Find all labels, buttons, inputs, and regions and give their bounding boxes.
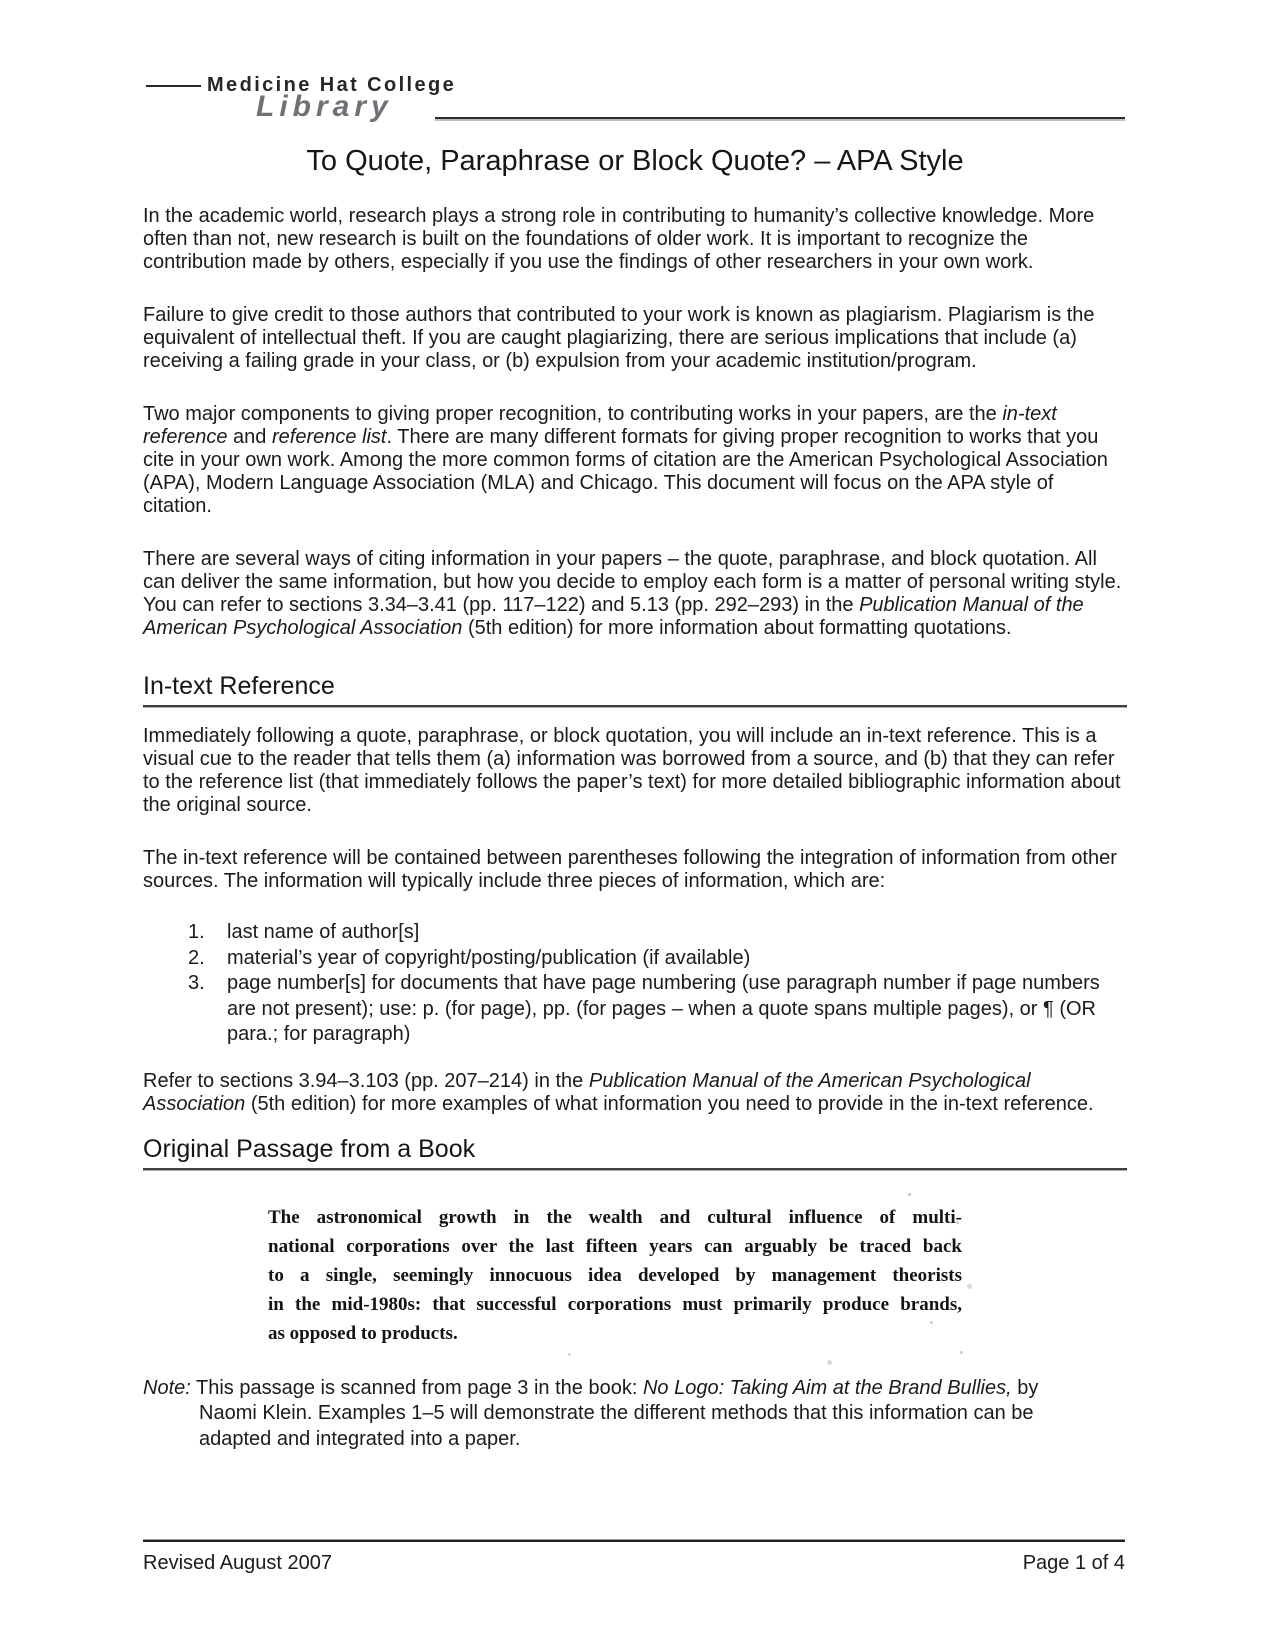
list-item-text [227, 972, 1100, 1045]
section [143, 673, 1127, 708]
paragraph [143, 548, 1127, 640]
text-run: Naomi Klein. Examples 1–5 will demonstrate the different methods that this information can be [199, 1402, 1034, 1424]
text-run: This passage is scanned from page 3 in the book: [190, 1376, 643, 1399]
section-heading-rule [143, 705, 1127, 708]
text-run: by [1011, 1376, 1039, 1399]
paragraph [143, 847, 1127, 893]
text-run: Two major components to giving proper recognition, to contributing works in your papers, are the [143, 403, 1003, 425]
logo-right-rule [435, 117, 1125, 119]
scan-line: to a single, seemingly innocuous idea developed by management theorists [268, 1264, 962, 1286]
numbered-list [143, 920, 1127, 1048]
italic-text-run: No Logo: Taking Aim at the Brand Bullies, [642, 1376, 1012, 1399]
section [143, 1136, 1127, 1171]
text-run: The in-text reference will be contained between parentheses following the integration of information from other sources. The information will typically include three pieces of information, which are: [143, 847, 1117, 892]
scan-line: as opposed to products. [268, 1322, 458, 1344]
list-item [143, 920, 1127, 946]
list-item-number: 3. [188, 972, 205, 994]
scan-noise [908, 1193, 911, 1196]
page-title: To Quote, Paraphrase or Block Quote? – APA Style [306, 145, 964, 177]
paragraph [143, 304, 1127, 373]
text-run: (5th edition) for more information about formatting quotations. [462, 617, 1012, 639]
italic-text-run: reference list [271, 426, 387, 448]
list-item-text [227, 921, 419, 943]
text-run: page number[s] for documents that have page numbering (use paragraph number if page numbers are not present); use: p. (for page), pp. (for pages – when a quote spans multiple pages), or ¶ (OR para.; for paragraph) [227, 972, 1100, 1045]
section-heading: Original Passage from a Book [143, 1134, 476, 1163]
paragraph [143, 1070, 1127, 1116]
scan-line: in the mid-1980s: that successful corporations must primarily produce brands, [268, 1293, 962, 1315]
text-run: Failure to give credit to those authors that contributed to your work is known as plagiarism. Plagiarism is the equivalent of intellectual theft. If you are caught plagiarizing, there are serious implications that include (a) receiving a failing grade in your class, or (b) expulsion from your academic institution/program. [143, 304, 1095, 372]
page-footer [143, 1539, 1125, 1575]
footer-page-number: Page 1 of 4 [1022, 1552, 1125, 1574]
list-item-text [227, 947, 750, 969]
text-run: There are several ways of citing information in your papers – the quote, paraphrase, and block quotation. All can deliver the same information, but how you decide to employ each form is a matter of personal writing style. You can refer to sections 3.34–3.41 (pp. 117–122) and 5.13 (pp. 292–293) in the [143, 548, 1122, 616]
italic-text-run: Publication Manual of the American Psychological Association [143, 1069, 1031, 1115]
paragraph [143, 725, 1127, 817]
text-run: last name of author[s] [227, 921, 420, 943]
list-item-number: 2. [188, 946, 205, 969]
footer-revision-date: Revised August 2007 [143, 1552, 333, 1574]
text-run: Immediately following a quote, paraphrase, or block quotation, you will include an in-text reference. This is a visual cue to the reader that tells them (a) information was borrowed from a source, and (b) that they can refer to the reference list (that immediately follows the paper’s text) for more detailed bibliographic information about the original source. [143, 725, 1121, 816]
text-run: . There are many different formats for giving proper recognition to works that you cite in your own work. Among the more common forms of citation are the American Psychological Association (APA), Modern Language Association (MLA) and Chicago. This document will focus on the APA style of citation. [143, 426, 1108, 517]
note-paragraph [143, 1376, 1127, 1453]
note-label: Note: [143, 1376, 191, 1399]
logo-left-rule [146, 85, 201, 87]
scan-line: national corporations over the last fifteen years can arguably be traced back [268, 1235, 962, 1257]
list-item [143, 946, 1127, 972]
scan-line: The astronomical growth in the wealth and cultural influence of multi- [268, 1206, 962, 1228]
text-run: Refer to sections 3.94–3.103 (pp. 207–214) in the [143, 1069, 589, 1092]
list-item-number: 1. [188, 921, 205, 943]
footer-rule-dark [143, 1540, 1125, 1542]
section-heading: In-text Reference [143, 672, 335, 700]
italic-text-run: Publication Manual of the American Psychological Association [143, 594, 1084, 639]
logo-library-word: Library [256, 90, 393, 123]
text-run: In the academic world, research plays a strong role in contributing to humanity’s collective knowledge. More often than not, new research is built on the foundations of older work. It is important to recognize the contribution made by others, especially if you use the findings of other researchers in your own work. [143, 205, 1095, 273]
text-run: material’s year of copyright/posting/publication (if available) [227, 946, 751, 969]
section-heading-rule [143, 1168, 1127, 1171]
logo-college-name: Medicine Hat College [207, 74, 457, 96]
text-run: and [227, 426, 272, 448]
italic-text-run: in-text reference [143, 403, 1057, 448]
text-run: adapted and integrated into a paper. [199, 1427, 521, 1450]
paragraph [143, 403, 1127, 518]
list-item [143, 971, 1127, 1048]
footer-text-row [143, 1552, 1125, 1575]
text-run: (5th edition) for more examples of what information you need to provide in the in-text reference. [245, 1092, 1094, 1115]
document-body [143, 205, 1127, 1452]
library-logo [143, 74, 1127, 127]
scanned-passage [268, 1203, 962, 1348]
paragraph [143, 205, 1127, 274]
